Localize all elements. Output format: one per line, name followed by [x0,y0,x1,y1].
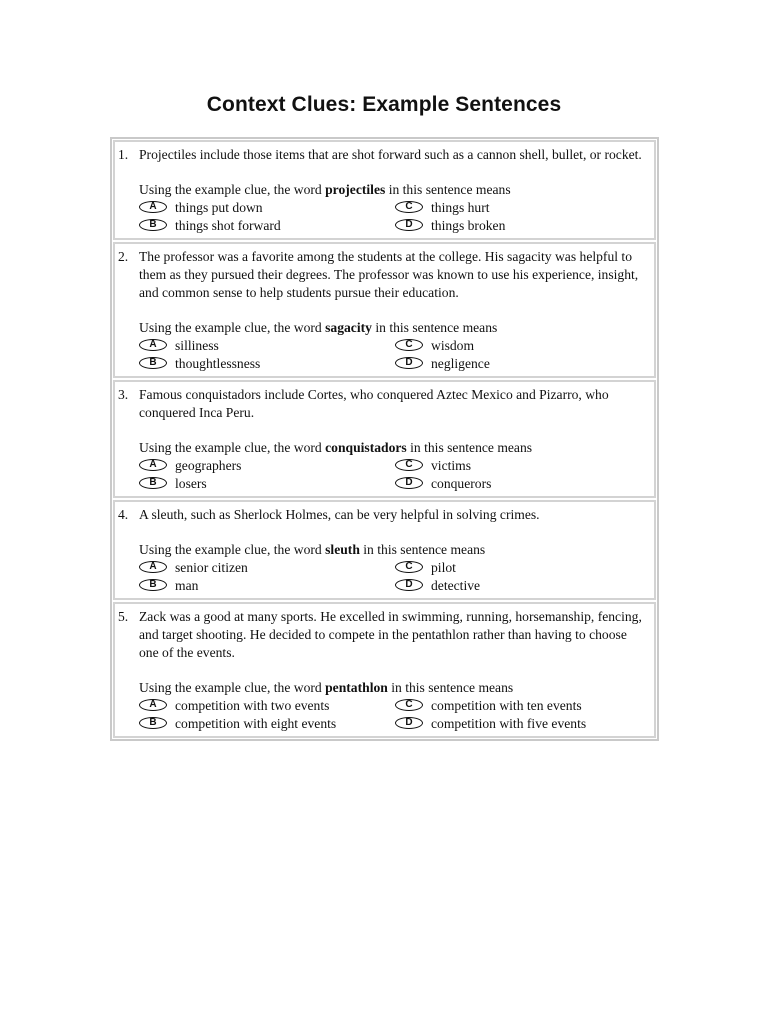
prompt-prefix: Using the example clue, the word [139,320,322,335]
choice-text: detective [431,578,481,593]
vocab-word: sagacity [325,320,372,335]
bubble-d[interactable]: D [395,477,423,489]
bubble-a[interactable]: A [139,459,167,471]
bubble-a[interactable]: A [139,561,167,573]
choice-text: competition with five events [431,716,587,731]
prompt-suffix: in this sentence means [391,680,514,695]
choice-text: pilot [431,560,456,575]
choice-c[interactable] [395,457,651,475]
choice-text: competition with eight events [175,716,337,731]
page-title: Context Clues: Example Sentences [206,93,562,116]
choice-b[interactable] [139,355,395,373]
bubble-c[interactable]: C [395,201,423,213]
answer-choices [139,199,646,235]
bubble-a[interactable]: A [139,201,167,213]
bubble-d[interactable]: D [395,219,423,231]
choice-text: victims [431,458,472,473]
question-prompt [139,439,646,457]
question-prompt [139,679,646,697]
bubble-d[interactable]: D [395,357,423,369]
bubble-c[interactable]: C [395,459,423,471]
choice-d[interactable] [395,577,651,595]
choice-a[interactable] [139,199,395,217]
prompt-suffix: in this sentence means [388,182,511,197]
question-text: The professor was a favorite among the students at the college. His sagacity was helpful to them as they pursued their degrees. The professor was known to use his experience, insight, and common sense to help students pursue their education. [139,249,639,300]
choice-text: negligence [431,356,490,371]
bubble-b[interactable]: B [139,717,167,729]
question-text: A sleuth, such as Sherlock Holmes, can be very helpful in solving crimes. [139,507,540,522]
question-text: Famous conquistadors include Cortes, who conquered Aztec Mexico and Pizarro, who conquered Inca Peru. [139,387,609,420]
question-5 [113,602,656,738]
answer-choices [139,697,646,733]
vocab-word: pentathlon [325,680,388,695]
bubble-c[interactable]: C [395,339,423,351]
choice-a[interactable] [139,697,395,715]
choice-b[interactable] [139,475,395,493]
question-number: 2. [118,249,129,264]
choice-c[interactable] [395,337,651,355]
vocab-word: projectiles [325,182,386,197]
choice-text: senior citizen [175,560,248,575]
question-table [110,137,659,741]
choice-d[interactable] [395,355,651,373]
question-number: 3. [118,387,129,402]
choice-text: things shot forward [175,218,281,233]
choice-text: thoughtlessness [175,356,261,371]
question-number: 4. [118,507,129,522]
vocab-word: sleuth [325,542,360,557]
choice-a[interactable] [139,337,395,355]
bubble-d[interactable]: D [395,579,423,591]
question-1 [113,140,656,240]
bubble-c[interactable]: C [395,699,423,711]
bubble-a[interactable]: A [139,339,167,351]
bubble-d[interactable]: D [395,717,423,729]
choice-b[interactable] [139,577,395,595]
answer-choices [139,337,646,373]
choice-text: things put down [175,200,263,215]
question-4 [113,500,656,600]
choice-text: competition with ten events [431,698,582,713]
prompt-prefix: Using the example clue, the word [139,182,322,197]
choice-d[interactable] [395,217,651,235]
bubble-b[interactable]: B [139,579,167,591]
question-text: Projectiles include those items that are shot forward such as a cannon shell, bullet, or rocket. [139,147,642,162]
choice-text: silliness [175,338,219,353]
answer-choices [139,457,646,493]
choice-c[interactable] [395,199,651,217]
choice-a[interactable] [139,559,395,577]
choice-c[interactable] [395,697,651,715]
prompt-suffix: in this sentence means [363,542,486,557]
choice-a[interactable] [139,457,395,475]
choice-b[interactable] [139,715,395,733]
choice-text: competition with two events [175,698,330,713]
bubble-b[interactable]: B [139,477,167,489]
choice-d[interactable] [395,475,651,493]
question-prompt [139,181,646,199]
choice-text: losers [175,476,207,491]
choice-text: things hurt [431,200,490,215]
question-text: Zack was a good at many sports. He excelled in swimming, running, horsemanship, fencing, and target shooting. He decided to compete in the pentathlon rather than having to choose one of the events. [139,609,642,660]
question-prompt [139,319,646,337]
choice-text: wisdom [431,338,475,353]
bubble-b[interactable]: B [139,219,167,231]
bubble-c[interactable]: C [395,561,423,573]
prompt-prefix: Using the example clue, the word [139,680,322,695]
question-number: 1. [118,147,129,162]
bubble-b[interactable]: B [139,357,167,369]
answer-choices [139,559,646,595]
question-3 [113,380,656,498]
bubble-a[interactable]: A [139,699,167,711]
choice-d[interactable] [395,715,651,733]
question-number: 5. [118,609,129,624]
choice-text: things broken [431,218,506,233]
prompt-prefix: Using the example clue, the word [139,440,322,455]
prompt-suffix: in this sentence means [375,320,498,335]
prompt-suffix: in this sentence means [410,440,533,455]
vocab-word: conquistadors [325,440,407,455]
choice-text: conquerors [431,476,492,491]
question-prompt [139,541,646,559]
question-2 [113,242,656,378]
choice-c[interactable] [395,559,651,577]
choice-text: geographers [175,458,242,473]
prompt-prefix: Using the example clue, the word [139,542,322,557]
choice-text: man [175,578,199,593]
choice-b[interactable] [139,217,395,235]
